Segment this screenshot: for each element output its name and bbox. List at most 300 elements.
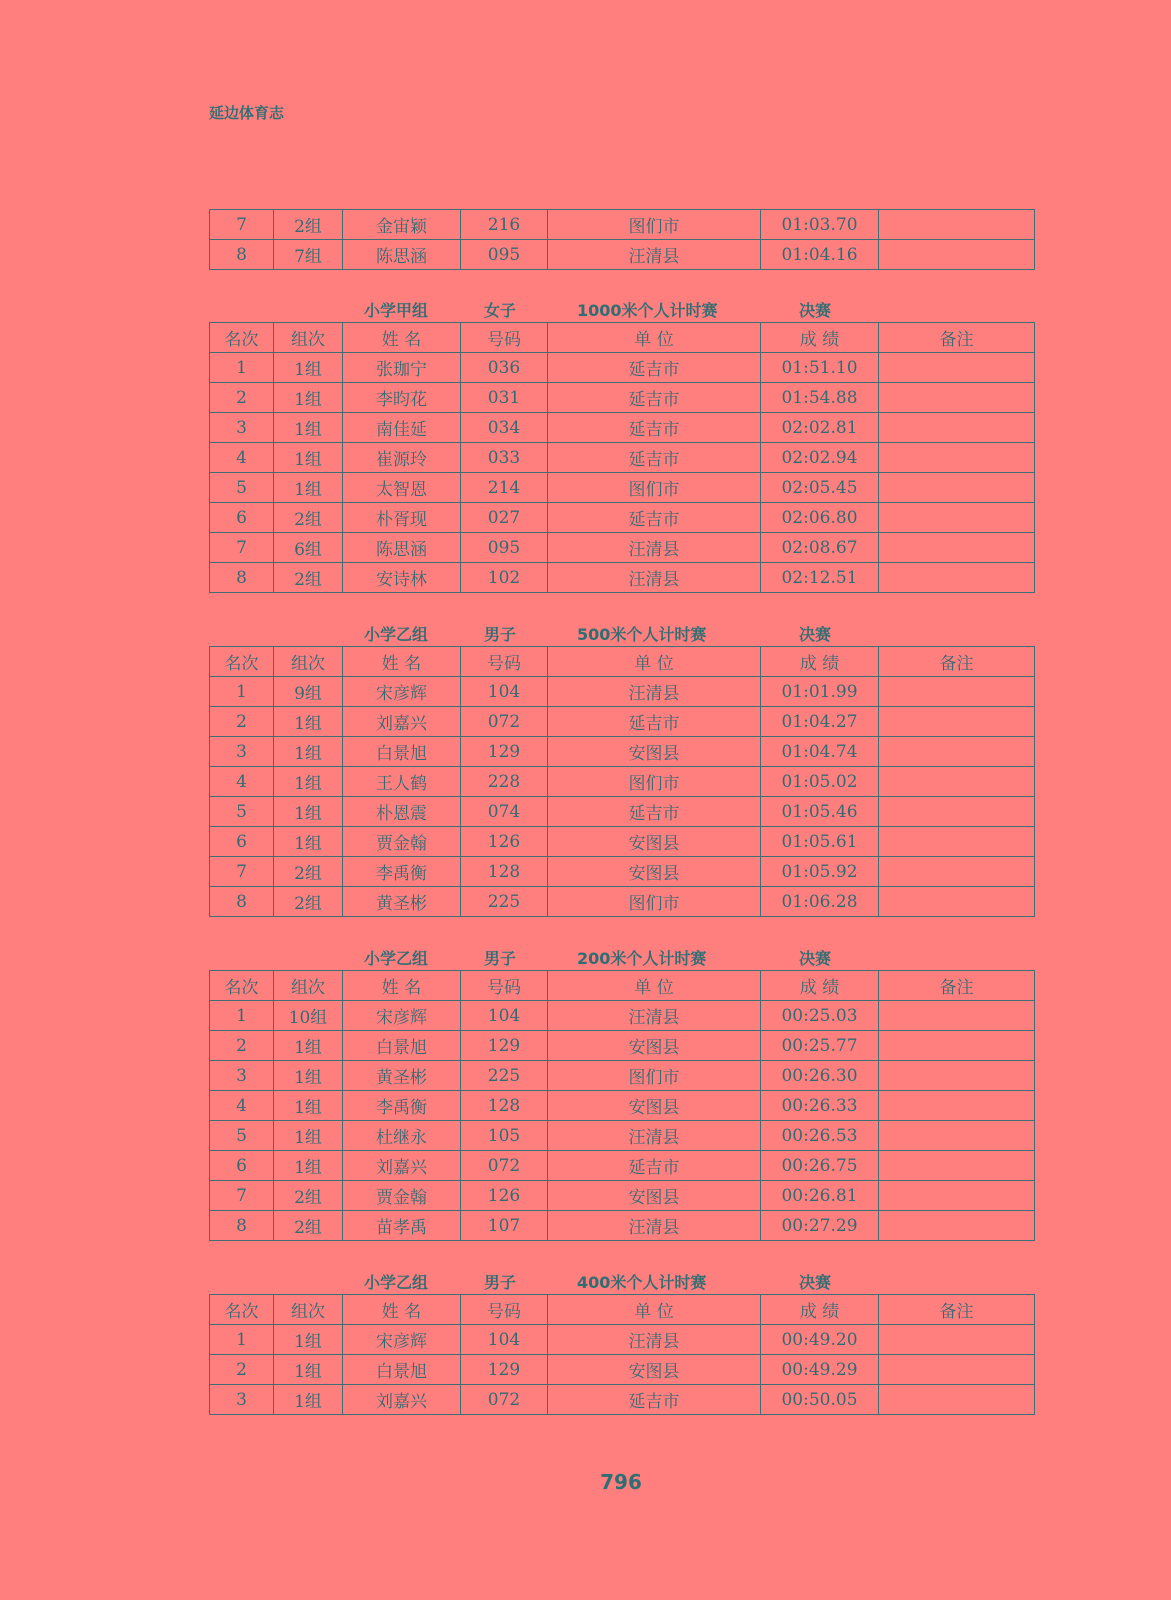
table-cell: 104 [461, 677, 548, 707]
table-cell: 126 [461, 1181, 548, 1211]
table-cell: 126 [461, 827, 548, 857]
table-row [210, 1211, 1035, 1241]
table-row [210, 737, 1035, 767]
table-cell: 金宙颖 [343, 210, 461, 240]
table-cell: 4 [210, 443, 274, 473]
table-cell: 贾金翰 [343, 827, 461, 857]
table-cell: 汪清县 [548, 1001, 761, 1031]
table-cell: 027 [461, 503, 548, 533]
table-cell: 225 [461, 887, 548, 917]
table-cell: 张珈宁 [343, 353, 461, 383]
table-cell: 01:04.16 [761, 240, 879, 270]
table-cell [879, 503, 1035, 533]
table-cell: 7 [210, 1181, 274, 1211]
table-cell: 7组 [274, 240, 343, 270]
table-cell: 128 [461, 1091, 548, 1121]
table-cell: 安图县 [548, 737, 761, 767]
table-cell: 00:50.05 [761, 1385, 879, 1415]
table-row [210, 383, 1035, 413]
table-header [210, 647, 1035, 677]
table-cell: 3 [210, 737, 274, 767]
table-cell: 034 [461, 413, 548, 443]
table-cell: 1组 [274, 707, 343, 737]
table-cell: 2 [210, 1355, 274, 1385]
column-header: 名次 [210, 323, 274, 353]
table-cell: 01:51.10 [761, 353, 879, 383]
table-cell: 朴恩震 [343, 797, 461, 827]
column-header: 姓 名 [343, 1295, 461, 1325]
table-cell: 安图县 [548, 1355, 761, 1385]
table-cell: 刘嘉兴 [343, 1151, 461, 1181]
table-cell: 1组 [274, 737, 343, 767]
table-cell [879, 413, 1035, 443]
table-cell: 5 [210, 473, 274, 503]
table-cell: 00:26.75 [761, 1151, 879, 1181]
table-body [210, 353, 1035, 593]
caption-stage: 决赛 [799, 949, 832, 968]
table-cell: 2组 [274, 1211, 343, 1241]
header-row [210, 1295, 1035, 1325]
table-cell: 7 [210, 210, 274, 240]
table-cell: 129 [461, 737, 548, 767]
running-header: 延边体育志 [209, 104, 285, 122]
table-cell: 105 [461, 1121, 548, 1151]
table-row [210, 563, 1035, 593]
table-cell: 延吉市 [548, 1151, 761, 1181]
table-row [210, 1385, 1035, 1415]
table-cell: 00:26.53 [761, 1121, 879, 1151]
table-cell: 汪清县 [548, 1325, 761, 1355]
table-cell: 崔源玲 [343, 443, 461, 473]
table-cell: 1组 [274, 797, 343, 827]
table-row [210, 1181, 1035, 1211]
table-cell: 延吉市 [548, 797, 761, 827]
table-cell: 00:26.33 [761, 1091, 879, 1121]
table-cell: 1 [210, 353, 274, 383]
table-row [210, 1091, 1035, 1121]
table-row [210, 210, 1035, 240]
table-cell: 6 [210, 503, 274, 533]
table-cell: 1组 [274, 1031, 343, 1061]
table-row [210, 1355, 1035, 1385]
section-caption [209, 944, 1034, 970]
table-cell: 安图县 [548, 1181, 761, 1211]
table-cell: 朴胥现 [343, 503, 461, 533]
caption-stage: 决赛 [799, 1273, 832, 1292]
table-cell [879, 767, 1035, 797]
table-cell: 苗孝禹 [343, 1211, 461, 1241]
caption-event: 1000米个人计时赛 [577, 301, 718, 320]
table-cell: 4 [210, 1091, 274, 1121]
table-row [210, 767, 1035, 797]
column-header: 号码 [461, 971, 548, 1001]
table-cell: 104 [461, 1001, 548, 1031]
table-row [210, 1121, 1035, 1151]
table-cell: 129 [461, 1355, 548, 1385]
table-cell: 01:05.92 [761, 857, 879, 887]
column-header: 名次 [210, 647, 274, 677]
table-cell: 1组 [274, 767, 343, 797]
table-cell [879, 210, 1035, 240]
table-body [210, 677, 1035, 917]
table-cell: 延吉市 [548, 443, 761, 473]
table-cell: 汪清县 [548, 1121, 761, 1151]
caption-group: 小学甲组 [364, 301, 429, 320]
caption-gender: 男子 [484, 625, 517, 644]
table-cell: 02:05.45 [761, 473, 879, 503]
table-cell: 杜继永 [343, 1121, 461, 1151]
column-header: 姓 名 [343, 647, 461, 677]
table-cell: 1组 [274, 473, 343, 503]
table-cell [879, 707, 1035, 737]
results-table [209, 322, 1035, 593]
table-cell: 宋彦辉 [343, 1001, 461, 1031]
table-row [210, 533, 1035, 563]
table-cell [879, 1325, 1035, 1355]
caption-event: 500米个人计时赛 [577, 625, 707, 644]
table-cell [879, 797, 1035, 827]
table-cell: 延吉市 [548, 503, 761, 533]
table-cell: 1组 [274, 1325, 343, 1355]
table-cell: 10组 [274, 1001, 343, 1031]
table-cell: 01:05.61 [761, 827, 879, 857]
table-cell: 9组 [274, 677, 343, 707]
table-cell: 黄圣彬 [343, 1061, 461, 1091]
table-cell [879, 677, 1035, 707]
table-row [210, 1325, 1035, 1355]
table-cell [879, 353, 1035, 383]
table-cell: 5 [210, 797, 274, 827]
column-header: 名次 [210, 971, 274, 1001]
table-cell [879, 1385, 1035, 1415]
table-row [210, 677, 1035, 707]
table-cell: 1组 [274, 1061, 343, 1091]
table-cell: 7 [210, 533, 274, 563]
table-cell: 汪清县 [548, 677, 761, 707]
column-header: 姓 名 [343, 971, 461, 1001]
table-cell [879, 1181, 1035, 1211]
table-cell: 074 [461, 797, 548, 827]
table-cell: 1组 [274, 443, 343, 473]
column-header: 成 绩 [761, 971, 879, 1001]
table-cell: 1组 [274, 1385, 343, 1415]
table-cell: 214 [461, 473, 548, 503]
table-cell: 01:04.74 [761, 737, 879, 767]
table-cell: 01:05.46 [761, 797, 879, 827]
table-cell: 104 [461, 1325, 548, 1355]
table-cell: 01:04.27 [761, 707, 879, 737]
table-cell [879, 1355, 1035, 1385]
table-cell: 8 [210, 1211, 274, 1241]
table-cell [879, 1061, 1035, 1091]
column-header: 姓 名 [343, 323, 461, 353]
column-header: 备注 [879, 971, 1035, 1001]
table-cell: 汪清县 [548, 563, 761, 593]
table-cell [879, 1001, 1035, 1031]
table-cell: 2组 [274, 857, 343, 887]
table-cell [879, 240, 1035, 270]
caption-group: 小学乙组 [364, 949, 429, 968]
table-cell: 2 [210, 1031, 274, 1061]
table-row [210, 240, 1035, 270]
table-cell: 安图县 [548, 1091, 761, 1121]
table-cell: 02:06.80 [761, 503, 879, 533]
table-cell: 072 [461, 707, 548, 737]
table-cell: 王人鹤 [343, 767, 461, 797]
table-cell: 1组 [274, 353, 343, 383]
table-row [210, 857, 1035, 887]
table-cell: 陈思涵 [343, 240, 461, 270]
table-cell: 7 [210, 857, 274, 887]
table-cell: 3 [210, 1061, 274, 1091]
table-cell: 00:25.77 [761, 1031, 879, 1061]
table-cell: 1组 [274, 827, 343, 857]
table-cell: 1组 [274, 413, 343, 443]
table-body [210, 1325, 1035, 1415]
table-cell: 南佳延 [343, 413, 461, 443]
column-header: 备注 [879, 323, 1035, 353]
table-header [210, 971, 1035, 1001]
table-row [210, 503, 1035, 533]
section-caption [209, 296, 1034, 322]
table-cell: 1组 [274, 383, 343, 413]
table-cell: 图们市 [548, 887, 761, 917]
table-cell: 107 [461, 1211, 548, 1241]
table-cell: 刘嘉兴 [343, 707, 461, 737]
table-cell: 00:25.03 [761, 1001, 879, 1031]
table-cell: 225 [461, 1061, 548, 1091]
table-cell: 8 [210, 887, 274, 917]
caption-gender: 女子 [484, 301, 517, 320]
table-cell: 2组 [274, 563, 343, 593]
table-cell [879, 443, 1035, 473]
table-cell: 8 [210, 563, 274, 593]
table-cell: 汪清县 [548, 240, 761, 270]
table-cell [879, 827, 1035, 857]
results-table [209, 646, 1035, 917]
table-cell [879, 473, 1035, 503]
table-cell: 02:08.67 [761, 533, 879, 563]
results-table [209, 1294, 1035, 1415]
table-row [210, 797, 1035, 827]
column-header: 号码 [461, 1295, 548, 1325]
table-cell [879, 563, 1035, 593]
section-caption [209, 620, 1034, 646]
table-cell [879, 887, 1035, 917]
table-cell: 6 [210, 1151, 274, 1181]
table-cell: 延吉市 [548, 353, 761, 383]
column-header: 成 绩 [761, 647, 879, 677]
table-cell: 延吉市 [548, 383, 761, 413]
table-cell: 216 [461, 210, 548, 240]
table-cell: 白景旭 [343, 1355, 461, 1385]
table-cell: 图们市 [548, 767, 761, 797]
table-cell: 白景旭 [343, 1031, 461, 1061]
table-cell: 02:12.51 [761, 563, 879, 593]
table-cell: 刘嘉兴 [343, 1385, 461, 1415]
column-header: 单 位 [548, 1295, 761, 1325]
table-cell: 01:03.70 [761, 210, 879, 240]
table-row [210, 353, 1035, 383]
table-row [210, 707, 1035, 737]
column-header: 组次 [274, 323, 343, 353]
table-cell [879, 1211, 1035, 1241]
table-cell: 01:05.02 [761, 767, 879, 797]
column-header: 单 位 [548, 647, 761, 677]
continued-results [209, 209, 1034, 270]
table-cell: 宋彦辉 [343, 1325, 461, 1355]
table-cell: 01:54.88 [761, 383, 879, 413]
table-cell: 8 [210, 240, 274, 270]
caption-gender: 男子 [484, 949, 517, 968]
section-1 [209, 296, 1034, 593]
table-row [210, 887, 1035, 917]
table-cell: 2组 [274, 503, 343, 533]
table-body [210, 210, 1035, 270]
table-cell [879, 1031, 1035, 1061]
table-cell: 2组 [274, 210, 343, 240]
table-cell: 李禹衡 [343, 1091, 461, 1121]
column-header: 备注 [879, 647, 1035, 677]
table-cell: 安图县 [548, 1031, 761, 1061]
table-cell: 李昀花 [343, 383, 461, 413]
caption-group: 小学乙组 [364, 625, 429, 644]
table-cell: 095 [461, 533, 548, 563]
section-caption [209, 1268, 1034, 1294]
section-4 [209, 1268, 1034, 1415]
table-cell: 图们市 [548, 473, 761, 503]
page-number: 796 [600, 1470, 642, 1494]
table-cell: 2组 [274, 1181, 343, 1211]
table-cell: 072 [461, 1385, 548, 1415]
column-header: 名次 [210, 1295, 274, 1325]
table-cell: 1组 [274, 1121, 343, 1151]
table-cell: 00:27.29 [761, 1211, 879, 1241]
table-row [210, 473, 1035, 503]
column-header: 单 位 [548, 971, 761, 1001]
column-header: 组次 [274, 647, 343, 677]
caption-stage: 决赛 [799, 625, 832, 644]
caption-stage: 决赛 [799, 301, 832, 320]
table-cell: 102 [461, 563, 548, 593]
caption-event: 200米个人计时赛 [577, 949, 707, 968]
table-cell: 031 [461, 383, 548, 413]
table-row [210, 1031, 1035, 1061]
table-header [210, 1295, 1035, 1325]
table-cell: 02:02.94 [761, 443, 879, 473]
table-cell: 1组 [274, 1091, 343, 1121]
table-cell: 汪清县 [548, 533, 761, 563]
table-cell [879, 857, 1035, 887]
column-header: 成 绩 [761, 1295, 879, 1325]
column-header: 组次 [274, 1295, 343, 1325]
table-cell: 延吉市 [548, 1385, 761, 1415]
table-cell: 228 [461, 767, 548, 797]
column-header: 号码 [461, 647, 548, 677]
table-cell: 太智恩 [343, 473, 461, 503]
table-cell: 宋彦辉 [343, 677, 461, 707]
caption-gender: 男子 [484, 1273, 517, 1292]
caption-group: 小学乙组 [364, 1273, 429, 1292]
table-cell: 图们市 [548, 1061, 761, 1091]
table-row [210, 827, 1035, 857]
table-cell: 6 [210, 827, 274, 857]
table-cell [879, 737, 1035, 767]
table-cell: 安图县 [548, 857, 761, 887]
table-cell: 02:02.81 [761, 413, 879, 443]
table-row [210, 1061, 1035, 1091]
column-header: 备注 [879, 1295, 1035, 1325]
table-cell: 黄圣彬 [343, 887, 461, 917]
table-cell [879, 533, 1035, 563]
table-cell: 2 [210, 383, 274, 413]
table-cell: 图们市 [548, 210, 761, 240]
table-cell: 1 [210, 677, 274, 707]
table-cell: 1 [210, 1001, 274, 1031]
column-header: 成 绩 [761, 323, 879, 353]
table-cell: 汪清县 [548, 1211, 761, 1241]
table-row [210, 1001, 1035, 1031]
table-cell: 1组 [274, 1355, 343, 1385]
table-cell: 033 [461, 443, 548, 473]
caption-event: 400米个人计时赛 [577, 1273, 707, 1292]
table-row [210, 443, 1035, 473]
table-cell: 01:01.99 [761, 677, 879, 707]
table-cell: 072 [461, 1151, 548, 1181]
table-cell: 00:49.20 [761, 1325, 879, 1355]
table-cell: 2 [210, 707, 274, 737]
column-header: 组次 [274, 971, 343, 1001]
column-header: 号码 [461, 323, 548, 353]
table-cell: 白景旭 [343, 737, 461, 767]
table-cell [879, 383, 1035, 413]
results-table [209, 209, 1035, 270]
table-cell: 095 [461, 240, 548, 270]
table-cell: 00:26.30 [761, 1061, 879, 1091]
table-cell: 延吉市 [548, 707, 761, 737]
table-cell: 陈思涵 [343, 533, 461, 563]
table-cell [879, 1151, 1035, 1181]
table-cell: 李禹衡 [343, 857, 461, 887]
table-row [210, 1151, 1035, 1181]
table-cell: 贾金翰 [343, 1181, 461, 1211]
section-2 [209, 620, 1034, 917]
column-header: 单 位 [548, 323, 761, 353]
table-cell: 129 [461, 1031, 548, 1061]
table-cell [879, 1091, 1035, 1121]
table-cell: 4 [210, 767, 274, 797]
table-cell: 3 [210, 413, 274, 443]
section-3 [209, 944, 1034, 1241]
table-cell: 2组 [274, 887, 343, 917]
table-cell: 延吉市 [548, 413, 761, 443]
results-table [209, 970, 1035, 1241]
table-header [210, 323, 1035, 353]
table-cell: 00:26.81 [761, 1181, 879, 1211]
table-cell: 01:06.28 [761, 887, 879, 917]
table-body [210, 1001, 1035, 1241]
table-cell: 6组 [274, 533, 343, 563]
table-cell: 5 [210, 1121, 274, 1151]
table-cell: 安诗林 [343, 563, 461, 593]
table-cell: 1 [210, 1325, 274, 1355]
table-cell: 00:49.29 [761, 1355, 879, 1385]
header-row [210, 971, 1035, 1001]
table-cell: 128 [461, 857, 548, 887]
table-cell: 1组 [274, 1151, 343, 1181]
table-row [210, 413, 1035, 443]
header-row [210, 647, 1035, 677]
